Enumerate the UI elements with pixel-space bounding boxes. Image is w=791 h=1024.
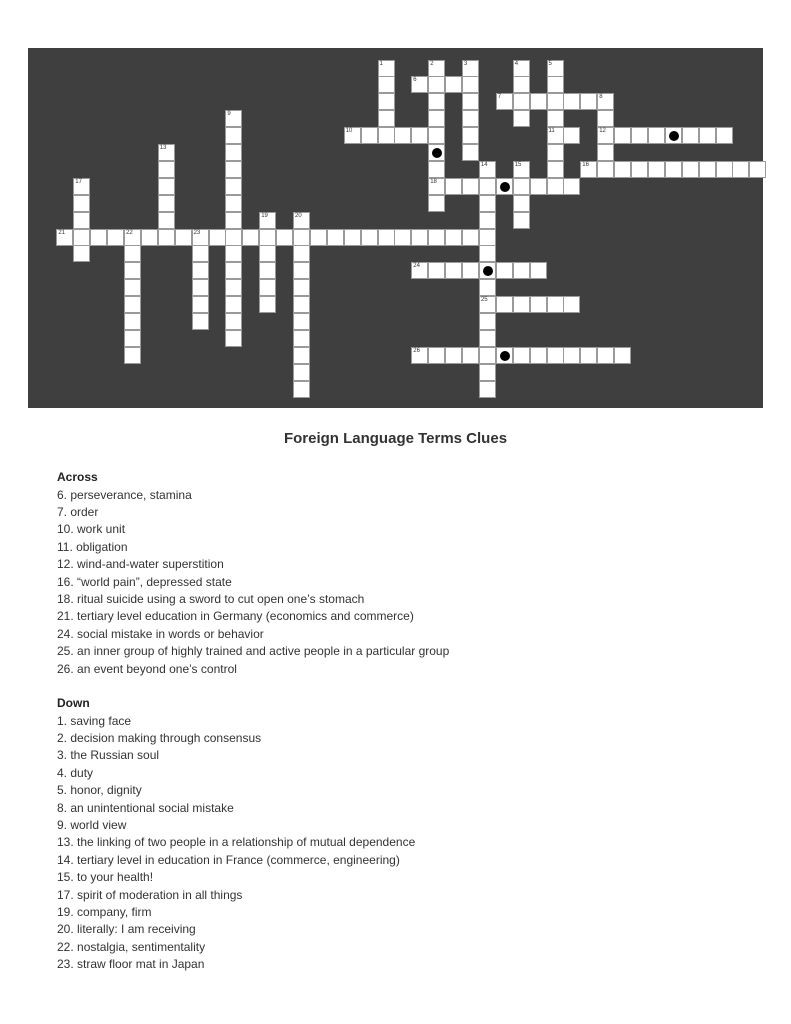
grid-cell[interactable] (445, 262, 462, 279)
clue-across: 25. an inner group of highly trained and active people in a particular group (57, 644, 450, 659)
grid-cell[interactable] (378, 110, 395, 127)
grid-cell[interactable] (124, 330, 141, 347)
grid-cell[interactable] (293, 229, 310, 246)
clue-number: 23 (193, 229, 201, 236)
grid-cell[interactable] (428, 347, 445, 364)
grid-cell[interactable] (479, 229, 496, 246)
grid-cell[interactable] (225, 296, 242, 313)
grid-cell[interactable] (411, 127, 428, 144)
grid-cell[interactable] (462, 93, 479, 110)
grid-cell[interactable] (73, 195, 90, 212)
grid-cell[interactable] (513, 110, 530, 127)
grid-cell[interactable] (563, 347, 580, 364)
clue-down: 9. world view (57, 817, 127, 832)
grid-cell[interactable] (293, 279, 310, 296)
grid-cell[interactable] (225, 313, 242, 330)
clue-number: 20 (295, 212, 302, 219)
clue-number: 3 (464, 60, 468, 67)
grid-cell[interactable] (293, 347, 310, 364)
grid-cell[interactable] (361, 229, 378, 246)
grid-cell[interactable] (293, 381, 310, 398)
grid-cell[interactable] (124, 347, 141, 364)
grid-cell[interactable] (479, 296, 496, 313)
clue-number: 22 (126, 229, 133, 236)
grid-cell[interactable] (631, 161, 648, 178)
word-space-dot (432, 148, 442, 158)
grid-cell[interactable] (631, 127, 648, 144)
clue-down: 4. duty (57, 765, 94, 780)
grid-cell[interactable] (563, 127, 580, 144)
grid-cell[interactable] (259, 279, 276, 296)
grid-cell[interactable] (597, 347, 614, 364)
grid-cell[interactable] (344, 229, 361, 246)
grid-cell[interactable] (547, 296, 564, 313)
grid-cell[interactable] (293, 313, 310, 330)
grid-cell[interactable] (479, 279, 496, 296)
grid-cell[interactable] (124, 262, 141, 279)
grid-cell[interactable] (394, 229, 411, 246)
grid-cell[interactable] (242, 229, 259, 246)
grid-cell[interactable] (496, 262, 513, 279)
grid-cell[interactable] (225, 178, 242, 195)
grid-cell[interactable] (428, 144, 445, 161)
grid-cell[interactable] (73, 212, 90, 229)
grid-cell[interactable] (496, 347, 513, 364)
grid-cell[interactable] (496, 296, 513, 313)
clue-across: 11. obligation (57, 539, 128, 554)
grid-cell[interactable] (530, 262, 547, 279)
grid-cell[interactable] (158, 178, 175, 195)
grid-cell[interactable] (428, 110, 445, 127)
grid-cell[interactable] (259, 245, 276, 262)
clue-across: 6. perseverance, stamina (57, 487, 192, 502)
clue-down: 3. the Russian soul (57, 748, 160, 763)
grid-cell[interactable] (192, 262, 209, 279)
grid-cell[interactable] (563, 296, 580, 313)
grid-cell[interactable] (648, 127, 665, 144)
grid-cell[interactable] (547, 144, 564, 161)
grid-cell[interactable] (563, 178, 580, 195)
grid-cell[interactable] (293, 296, 310, 313)
grid-cell[interactable] (293, 330, 310, 347)
grid-cell[interactable] (547, 161, 564, 178)
clue-number: 1 (379, 60, 383, 67)
clue-number: 11 (548, 128, 555, 135)
grid-cell[interactable] (665, 127, 682, 144)
grid-cell[interactable] (192, 229, 209, 246)
grid-cell[interactable] (547, 347, 564, 364)
across-clue-list (57, 487, 449, 678)
grid-cell[interactable] (225, 127, 242, 144)
grid-cell[interactable] (462, 60, 479, 77)
clue-number: 2 (430, 60, 434, 67)
grid-cell[interactable] (73, 229, 90, 246)
grid-cell[interactable] (158, 144, 175, 161)
grid-cell[interactable] (547, 76, 564, 93)
grid-cell[interactable] (411, 262, 428, 279)
word-space-dot (483, 266, 493, 276)
grid-cell[interactable] (479, 245, 496, 262)
grid-cell[interactable] (682, 161, 699, 178)
grid-cell[interactable] (225, 245, 242, 262)
grid-cell[interactable] (158, 212, 175, 229)
grid-cell[interactable] (479, 313, 496, 330)
clue-number: 18 (430, 178, 437, 185)
clue-down: 14. tertiary level in education in France (commerce, engineering) (57, 852, 400, 867)
grid-cell[interactable] (648, 161, 665, 178)
grid-cell[interactable] (124, 229, 141, 246)
grid-cell[interactable] (479, 364, 496, 381)
grid-cell[interactable] (513, 212, 530, 229)
grid-cell[interactable] (310, 229, 327, 246)
grid-cell[interactable] (361, 127, 378, 144)
grid-cell[interactable] (462, 144, 479, 161)
grid-cell[interactable] (513, 76, 530, 93)
clue-down: 15. to your health! (57, 870, 154, 885)
grid-cell[interactable] (225, 330, 242, 347)
grid-cell[interactable] (479, 195, 496, 212)
grid-cell[interactable] (597, 144, 614, 161)
across-clues (57, 469, 449, 678)
grid-cell[interactable] (225, 262, 242, 279)
clue-number: 21 (58, 229, 66, 236)
grid-cell[interactable] (479, 381, 496, 398)
grid-cell[interactable] (479, 161, 496, 178)
clue-across: 7. order (57, 504, 99, 519)
grid-cell[interactable] (462, 262, 479, 279)
clue-number: 26 (413, 347, 420, 354)
grid-cell[interactable] (209, 229, 226, 246)
grid-cell[interactable] (428, 60, 445, 77)
grid-cell[interactable] (378, 60, 395, 77)
grid-cell[interactable] (732, 161, 749, 178)
word-space-dot (500, 351, 510, 361)
grid-cell[interactable] (530, 296, 547, 313)
grid-cell[interactable] (614, 161, 631, 178)
grid-cell[interactable] (293, 364, 310, 381)
clue-across: 24. social mistake in words or behavior (57, 626, 264, 641)
grid-cell[interactable] (445, 229, 462, 246)
grid-cell[interactable] (124, 279, 141, 296)
clue-down: 22. nostalgia, sentimentality (57, 939, 206, 954)
clue-number: 15 (514, 161, 522, 168)
clue-number: 16 (582, 161, 589, 168)
grid-cell[interactable] (225, 144, 242, 161)
grid-cell[interactable] (411, 347, 428, 364)
grid-cell[interactable] (428, 229, 445, 246)
clue-number: 19 (261, 212, 268, 219)
grid-cell[interactable] (445, 347, 462, 364)
clue-down: 13. the linking of two people in a relationship of mutual dependence (57, 835, 416, 850)
grid-cell[interactable] (445, 178, 462, 195)
clue-number: 7 (497, 94, 502, 101)
grid-cell[interactable] (428, 76, 445, 93)
grid-cell[interactable] (597, 127, 614, 144)
grid-cell[interactable] (513, 296, 530, 313)
down-clues (57, 695, 415, 974)
clue-across: 18. ritual suicide using a sword to cut open one’s stomach (57, 591, 365, 606)
clue-across: 26. an event beyond one’s control (57, 661, 237, 676)
grid-cell[interactable] (563, 93, 580, 110)
clue-down: 23. straw floor mat in Japan (57, 957, 205, 972)
grid-cell[interactable] (479, 347, 496, 364)
grid-cell[interactable] (225, 212, 242, 229)
clue-number: 9 (227, 111, 231, 118)
grid-cell[interactable] (496, 93, 513, 110)
grid-cell[interactable] (378, 76, 395, 93)
grid-cell[interactable] (428, 195, 445, 212)
clue-across: 21. tertiary level education in Germany (economics and commerce) (57, 609, 414, 624)
clue-down: 1. saving face (57, 713, 132, 728)
grid-cell[interactable] (327, 229, 344, 246)
grid-cell[interactable] (530, 93, 547, 110)
clue-down: 20. literally: I am receiving (57, 922, 196, 937)
grid-cell[interactable] (597, 161, 614, 178)
grid-cell[interactable] (73, 245, 90, 262)
grid-cell[interactable] (580, 347, 597, 364)
grid-cell[interactable] (513, 60, 530, 77)
grid-cell[interactable] (462, 347, 479, 364)
grid-cell[interactable] (513, 178, 530, 195)
grid-cell[interactable] (580, 161, 597, 178)
grid-cell[interactable] (513, 262, 530, 279)
grid-cell[interactable] (547, 127, 564, 144)
grid-cell[interactable] (192, 313, 209, 330)
grid-cell[interactable] (513, 93, 530, 110)
clue-number: 8 (599, 94, 603, 101)
grid-cell[interactable] (378, 93, 395, 110)
grid-cell[interactable] (158, 161, 175, 178)
clue-number: 4 (514, 60, 519, 67)
clue-down: 17. spirit of moderation in all things (57, 887, 243, 902)
grid-cell[interactable] (378, 127, 395, 144)
grid-cell[interactable] (513, 347, 530, 364)
clue-number: 24 (413, 263, 420, 270)
grid-cell[interactable] (276, 229, 293, 246)
grid-cell[interactable] (259, 212, 276, 229)
grid-cell[interactable] (259, 229, 276, 246)
crossword-grid (28, 48, 763, 408)
grid-cell[interactable] (394, 127, 411, 144)
clue-down: 2. decision making through consensus (57, 730, 262, 745)
grid-cell[interactable] (141, 229, 158, 246)
grid-cell[interactable] (614, 347, 631, 364)
grid-cell[interactable] (530, 347, 547, 364)
grid-cell[interactable] (192, 279, 209, 296)
grid-cell[interactable] (547, 93, 564, 110)
grid-cell[interactable] (716, 161, 733, 178)
grid-cell[interactable] (428, 127, 445, 144)
word-space-dot (669, 131, 679, 141)
grid-cell[interactable] (496, 178, 513, 195)
grid-cell[interactable] (411, 229, 428, 246)
grid-cell[interactable] (479, 330, 496, 347)
grid-cell[interactable] (225, 161, 242, 178)
grid-cell[interactable] (547, 110, 564, 127)
grid-cell[interactable] (259, 296, 276, 313)
clue-number: 14 (480, 161, 488, 168)
grid-cell[interactable] (225, 110, 242, 127)
clue-number: 25 (480, 297, 488, 304)
grid-cell[interactable] (547, 178, 564, 195)
grid-cell[interactable] (462, 229, 479, 246)
grid-cell[interactable] (428, 93, 445, 110)
grid-cell[interactable] (293, 245, 310, 262)
grid-cell[interactable] (547, 60, 564, 77)
grid-cell[interactable] (73, 178, 90, 195)
clue-across: 16. “world pain”, depressed state (57, 574, 232, 589)
grid-cell[interactable] (225, 279, 242, 296)
clue-number: 17 (75, 178, 82, 185)
grid-cell[interactable] (699, 161, 716, 178)
grid-cell[interactable] (344, 127, 361, 144)
grid-cell[interactable] (749, 161, 766, 178)
clue-across: 10. work unit (57, 522, 126, 537)
clue-down: 5. honor, dignity (57, 783, 142, 798)
grid-cell[interactable] (158, 195, 175, 212)
grid-cell[interactable] (192, 296, 209, 313)
grid-cell[interactable] (462, 76, 479, 93)
clue-number: 12 (599, 128, 606, 135)
grid-cell[interactable] (597, 110, 614, 127)
grid-cell[interactable] (293, 262, 310, 279)
clue-number: 13 (159, 145, 167, 151)
down-heading: Down (57, 696, 90, 710)
grid-cell[interactable] (411, 76, 428, 93)
clue-across: 12. wind-and-water superstition (57, 557, 224, 572)
grid-cell[interactable] (175, 229, 192, 246)
grid-cell[interactable] (462, 127, 479, 144)
grid-cell[interactable] (259, 262, 276, 279)
grid-cell[interactable] (699, 127, 716, 144)
grid-cell[interactable] (428, 178, 445, 195)
grid-cell[interactable] (462, 110, 479, 127)
grid-cell[interactable] (530, 178, 547, 195)
grid-cell[interactable] (479, 212, 496, 229)
grid-cell[interactable] (597, 93, 614, 110)
clue-number: 5 (548, 60, 552, 67)
word-space-dot (500, 182, 510, 192)
grid-cell[interactable] (124, 296, 141, 313)
grid-cell[interactable] (614, 127, 631, 144)
grid-cell[interactable] (428, 161, 445, 178)
grid-cell[interactable] (513, 195, 530, 212)
clue-number: 10 (345, 128, 353, 135)
grid-cell[interactable] (479, 262, 496, 279)
grid-cell[interactable] (124, 313, 141, 330)
grid-cell[interactable] (293, 212, 310, 229)
down-clue-list (57, 713, 415, 974)
grid-cell[interactable] (445, 76, 462, 93)
grid-cell[interactable] (462, 178, 479, 195)
clue-down: 8. an unintentional social mistake (57, 800, 234, 815)
clue-down: 19. company, firm (57, 904, 152, 919)
grid-cell[interactable] (378, 229, 395, 246)
grid-cell[interactable] (90, 229, 107, 246)
page-title: Foreign Language Terms Clues (283, 430, 508, 447)
grid-cell[interactable] (225, 195, 242, 212)
grid-cell[interactable] (513, 161, 530, 178)
grid-cell[interactable] (580, 93, 597, 110)
grid-cell[interactable] (479, 178, 496, 195)
grid-cell[interactable] (158, 229, 175, 246)
grid-cell[interactable] (428, 262, 445, 279)
grid-cell[interactable] (124, 245, 141, 262)
grid-cell[interactable] (716, 127, 733, 144)
grid-cell[interactable] (225, 229, 242, 246)
across-heading: Across (57, 470, 98, 484)
grid-cell[interactable] (56, 229, 73, 246)
grid-cell[interactable] (192, 245, 209, 262)
grid-cell[interactable] (665, 161, 682, 178)
grid-cell[interactable] (682, 127, 699, 144)
clue-number: 6 (413, 77, 417, 84)
grid-cell[interactable] (107, 229, 124, 246)
